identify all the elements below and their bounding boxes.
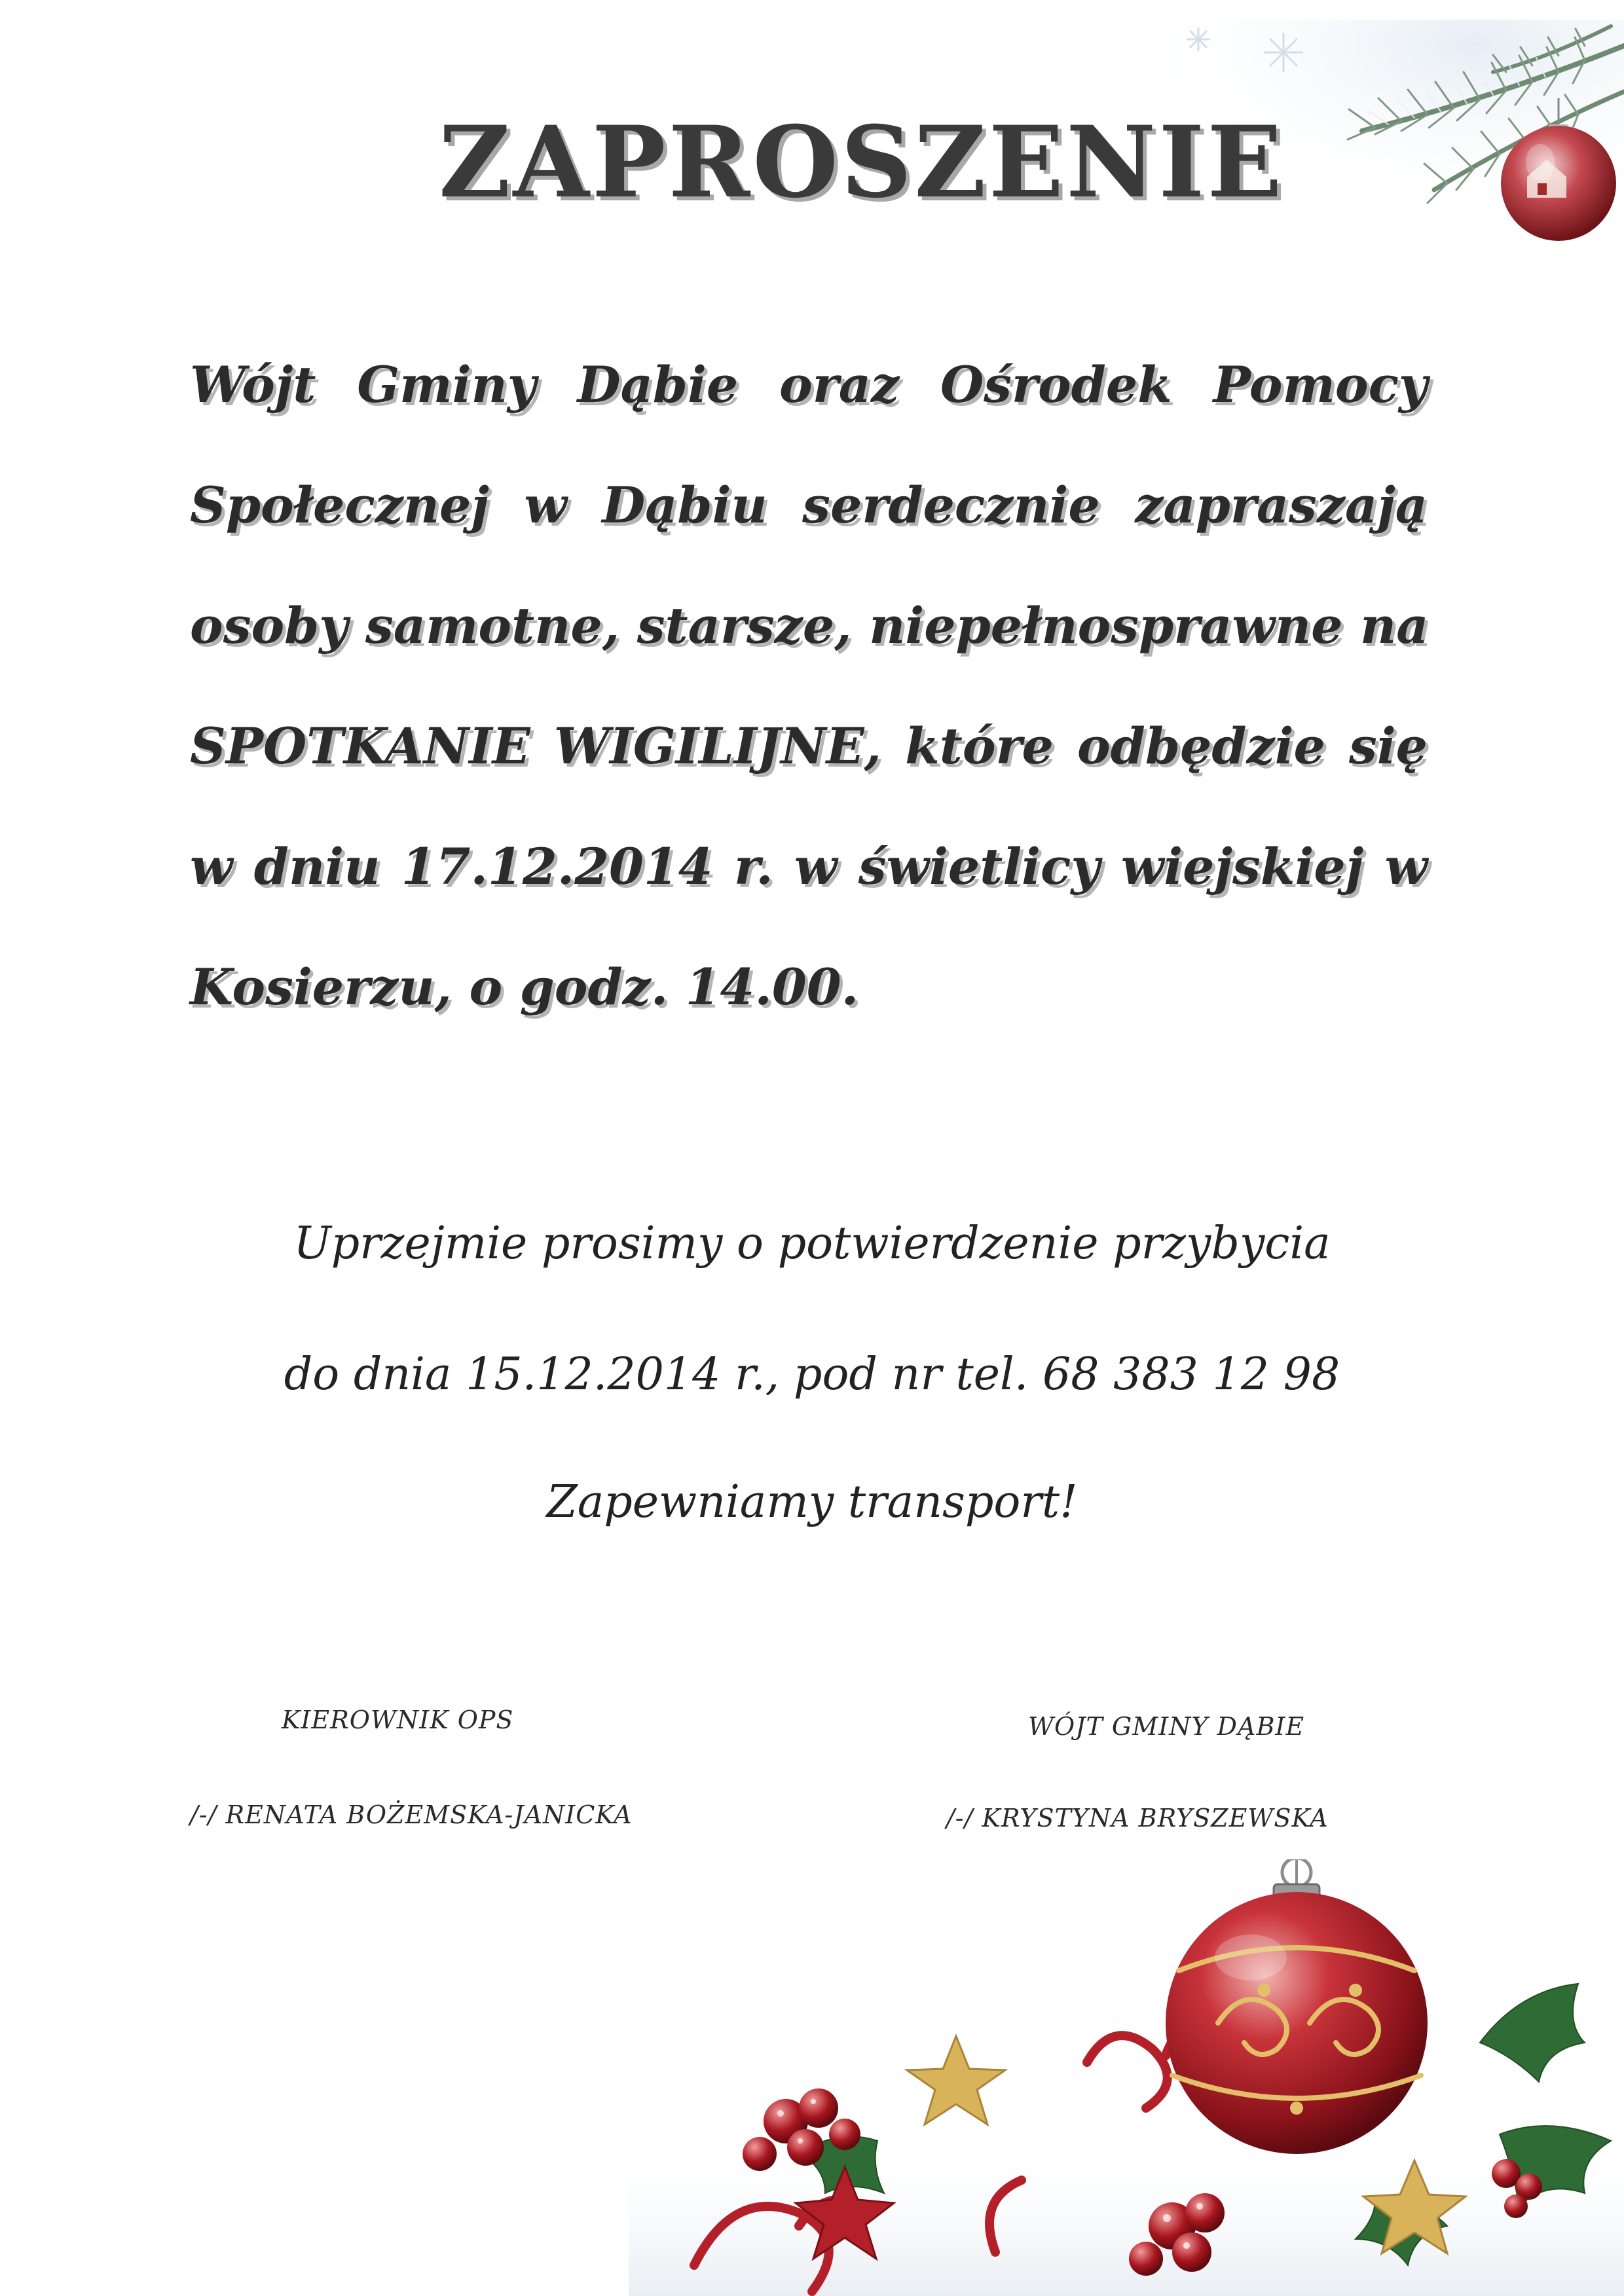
body-line: SPOTKANIE WIGILIJNE, które odbędzie się — [190, 717, 1428, 775]
signature-left-role: KIEROWNIK OPS — [282, 1705, 514, 1734]
body-line: Wójt Gminy Dąbie oraz Ośrodek Pomocy — [190, 355, 1428, 414]
confirmation-request: Uprzejmie prosimy o potwierdzenie przybycia — [293, 1218, 1331, 1269]
transport-notice: Zapewniamy transport! — [546, 1476, 1078, 1528]
document-title: ZAPROSZENIE — [439, 105, 1285, 220]
body-line: w dniu 17.12.2014 r. w świetlicy wiejskiej w — [190, 837, 1428, 896]
christmas-bauble-arrangement-icon — [629, 1859, 1624, 2296]
signature-right-name: /-/ KRYSTYNA BRYSZEWSKA — [946, 1804, 1329, 1832]
signature-left-name: /-/ RENATA BOŻEMSKA-JANICKA — [190, 1800, 633, 1829]
body-line: Kosierzu, o godz. 14.00. — [190, 958, 859, 1016]
signature-right-role: WÓJT GMINY DĄBIE — [1028, 1712, 1305, 1741]
confirmation-deadline-phone: do dnia 15.12.2014 r., pod nr tel. 68 383 12 98 — [284, 1349, 1340, 1400]
invitation-body — [190, 346, 1428, 1068]
body-line: osoby samotne, starsze, niepełnosprawne na — [190, 596, 1429, 655]
body-line: Społecznej w Dąbiu serdecznie zapraszają — [190, 476, 1428, 534]
